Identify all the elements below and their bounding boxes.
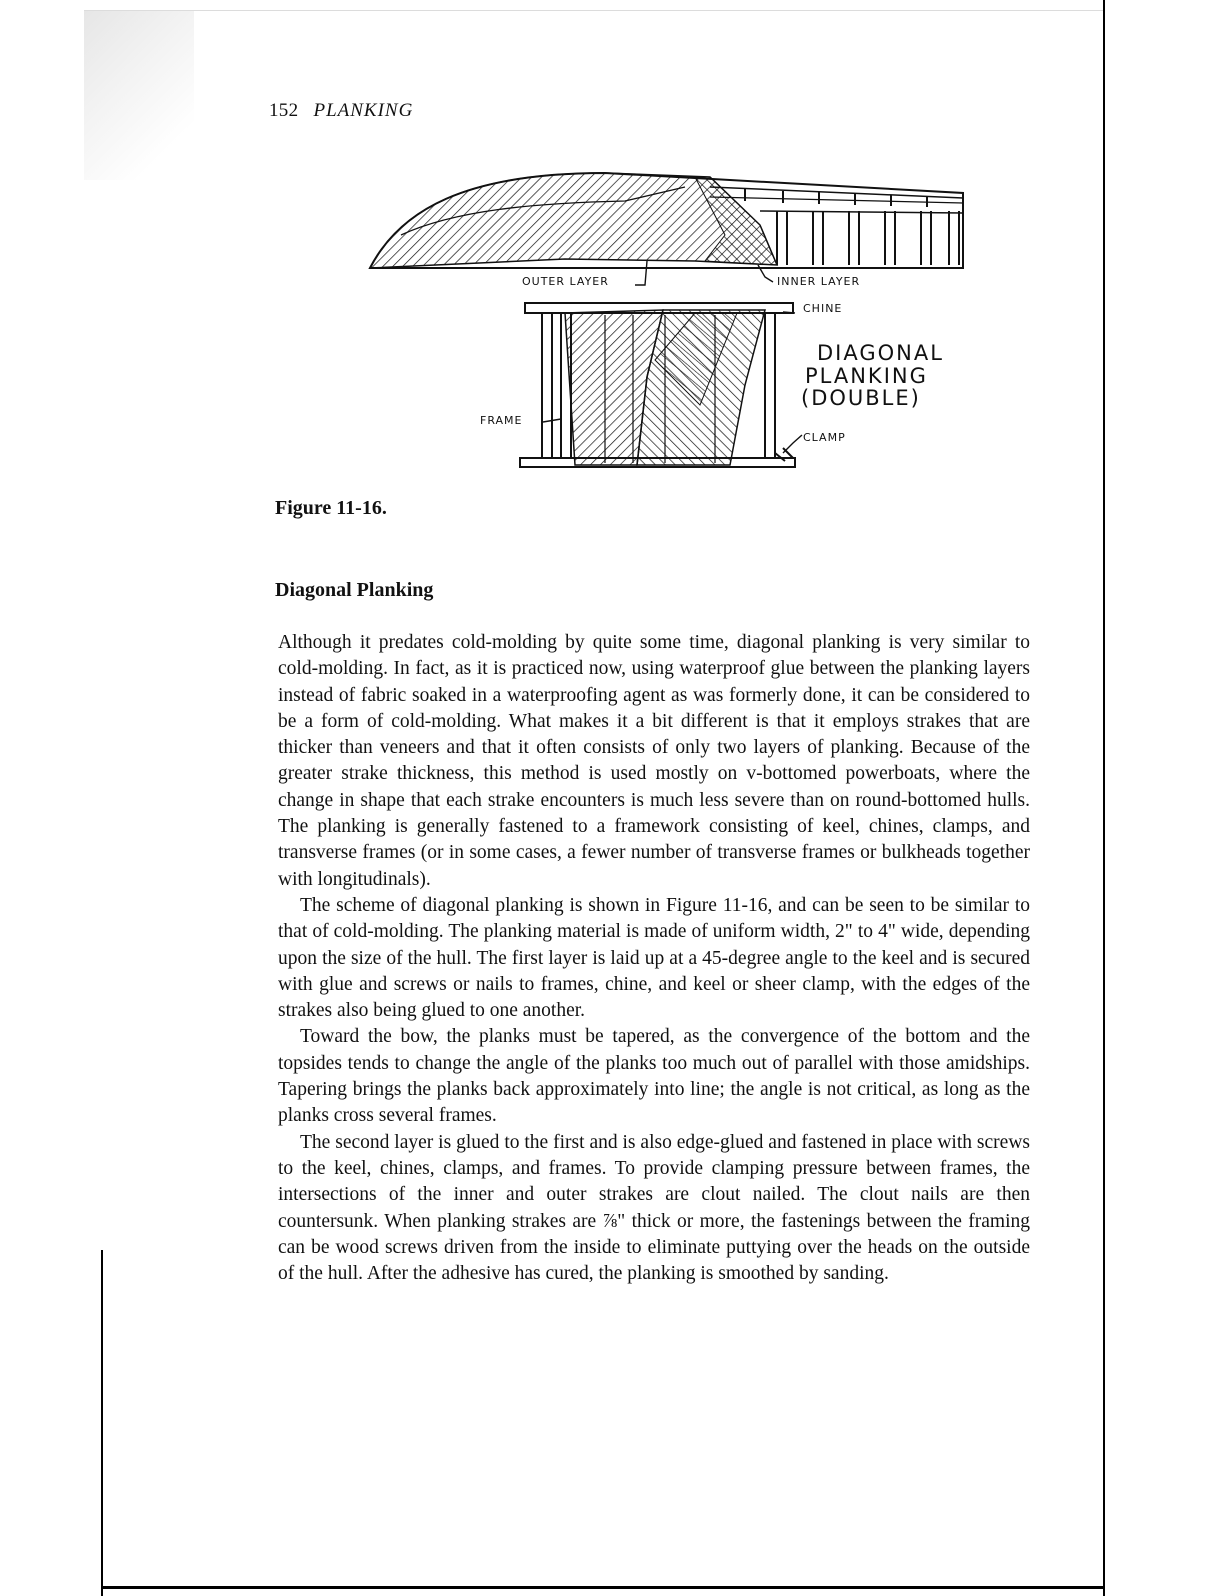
- label-outer-layer: OUTER LAYER: [522, 275, 609, 288]
- label-inner-layer: INNER LAYER: [777, 275, 861, 288]
- label-clamp: CLAMP: [803, 431, 846, 444]
- scan-edge-top: [84, 10, 1104, 11]
- body-text: [278, 630, 1030, 1287]
- paragraph: The scheme of diagonal planking is shown in Figure 11-16, and can be seen to be similar to that of cold-molding. The planking material is made of uniform width, 2" to 4" wide, depending upon the size of the hull. The first layer is laid up at a 45-degree angle to the keel and is secured with glue and screws or nails to frames, chine, and keel or sheer clamp, with the edges of the strakes also being glued to one another.: [278, 894, 1030, 1022]
- scan-shadow: [84, 10, 194, 180]
- paragraph: The second layer is glued to the first and is also edge-glued and fastened in place with screws to the keel, chines, clamps, and frames. To provide clamping pressure between frames, the intersections of the inner and outer strakes are clout nailed. The clout nails are then countersunk. When planking strakes are ⅞" thick or more, the fastenings between the framing can be wood screws driven from the inside to eliminate puttying over the heads on the outside of the hull. After the adhesive has cured, the planking is smoothed by sanding.: [278, 1131, 1030, 1285]
- figure-drawing: [365, 165, 975, 485]
- label-chine: CHINE: [803, 302, 843, 315]
- scan-edge-bottom: [101, 1586, 1105, 1589]
- paragraph: Although it predates cold-molding by quite some time, diagonal planking is very similar to cold-molding. In fact, as it is practiced now, using waterproof glue between the planking layers instead of fabric soaked in a waterproofing agent as was formerly done, it can be considered to be a form of cold-molding. What makes it a bit different is that it employs strakes that are thicker than veneers and that it often consists of only two layers of planking. Because of the greater strake thickness, this method is used mostly on v-bottomed powerboats, where the change in shape that each strake encounters is much less severe than on round-bottomed hulls. The planking is generally fastened to a framework consisting of keel, chines, clamps, and transverse frames (or in some cases, a fewer number of transverse frames or bulkheads together with longitudinals).: [278, 632, 1030, 890]
- planking-section: [520, 303, 795, 467]
- figure-caption: Figure 11-16.: [275, 497, 387, 519]
- paragraph: Toward the bow, the planks must be tapered, as the convergence of the bottom and the topsides tends to change the angle of the planks too much out of parallel with those amidships. Tapering brings the planks back approximately into line; the angle is not critical, as long as the planks cross several frames.: [278, 1026, 1030, 1127]
- label-frame: FRAME: [480, 414, 523, 427]
- label-diagonal: DIAGONAL: [817, 341, 944, 365]
- section-heading: Diagonal Planking: [275, 579, 434, 601]
- label-planking: PLANKING: [805, 364, 928, 388]
- page-number: 152: [269, 100, 299, 121]
- scan-edge-right: [1103, 0, 1105, 1596]
- label-double: (DOUBLE): [801, 386, 921, 410]
- scan-edge-left: [101, 1250, 103, 1596]
- running-head: [269, 100, 413, 122]
- running-title: PLANKING: [313, 100, 414, 121]
- figure-diagonal-planking: [365, 165, 975, 485]
- hull-profile: [370, 173, 963, 268]
